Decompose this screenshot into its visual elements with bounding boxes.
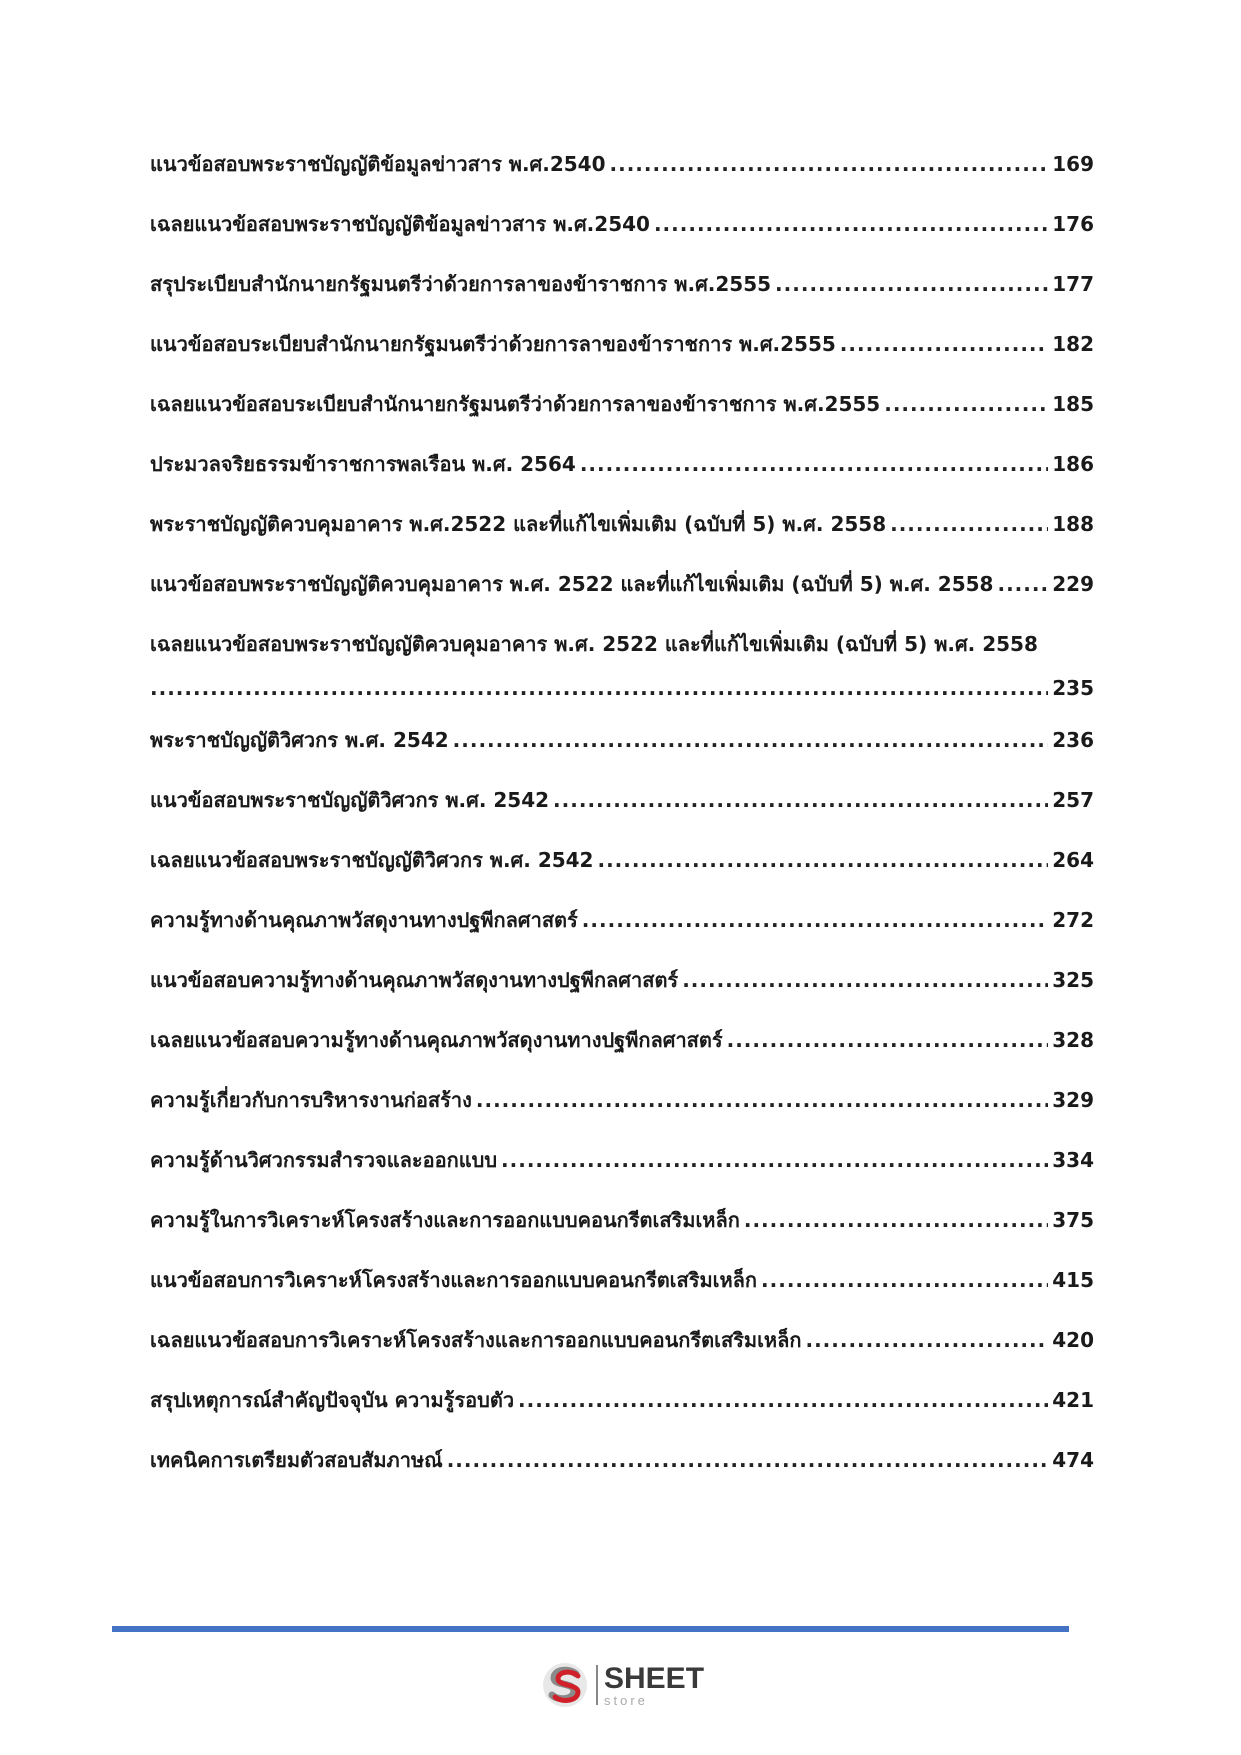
toc-entry-title: ความรู้เกี่ยวกับการบริหารงานก่อสร้าง — [150, 1088, 472, 1112]
toc-entry-page: 169 — [1052, 152, 1094, 176]
sheet-store-logo — [540, 1660, 704, 1710]
toc-entry-page: 329 — [1052, 1088, 1094, 1112]
toc-entry-title: เฉลยแนวข้อสอบพระราชบัญญัติข้อมูลข่าวสาร พ.ศ.2540 — [150, 212, 650, 236]
toc-leader-dots — [805, 1326, 1048, 1354]
toc-entry[interactable] — [150, 1266, 1094, 1294]
toc-entry-page: 185 — [1052, 392, 1094, 416]
toc-entry-title: เฉลยแนวข้อสอบพระราชบัญญัติวิศวกร พ.ศ. 2542 — [150, 848, 594, 872]
toc-entry[interactable] — [150, 210, 1094, 238]
toc-entry-page: 375 — [1052, 1208, 1094, 1232]
toc-entry-page: 328 — [1052, 1028, 1094, 1052]
toc-entry-page: 186 — [1052, 452, 1094, 476]
toc-entry-page: 176 — [1052, 212, 1094, 236]
toc-entry[interactable] — [150, 1026, 1094, 1054]
toc-leader-dots — [682, 966, 1048, 994]
toc-leader-dots — [476, 1086, 1048, 1114]
toc-entry-page: 272 — [1052, 908, 1094, 932]
toc-entry-title: เฉลยแนวข้อสอบระเบียบสำนักนายกรัฐมนตรีว่าด้วยการลาของข้าราชการ พ.ศ.2555 — [150, 392, 881, 416]
logo-text — [604, 1661, 705, 1708]
toc-leader-dots — [518, 1386, 1048, 1414]
toc-entry[interactable] — [150, 1146, 1094, 1174]
toc-entry-page: 229 — [1052, 572, 1094, 596]
toc-entry[interactable] — [150, 786, 1094, 814]
toc-entry-page: 257 — [1052, 788, 1094, 812]
toc-entry-page: 325 — [1052, 968, 1094, 992]
toc-entry[interactable] — [150, 270, 1094, 298]
toc-leader-dots — [501, 1146, 1048, 1174]
logo-subword: store — [604, 1692, 648, 1708]
toc-entry[interactable] — [150, 1386, 1094, 1414]
toc-leader-dots — [744, 1206, 1048, 1234]
toc-entry[interactable] — [150, 570, 1094, 598]
logo-word: SHEET — [604, 1661, 705, 1695]
toc-entry[interactable] — [150, 1086, 1094, 1114]
toc-entry-title: แนวข้อสอบพระราชบัญญัติวิศวกร พ.ศ. 2542 — [150, 788, 550, 812]
toc-leader-dots — [597, 846, 1048, 874]
toc-entry[interactable] — [150, 330, 1094, 358]
toc-entry[interactable] — [150, 906, 1094, 934]
toc-entry-page: 182 — [1052, 332, 1094, 356]
toc-entry-title: แนวข้อสอบพระราชบัญญัติข้อมูลข่าวสาร พ.ศ.2540 — [150, 152, 606, 176]
toc-entry[interactable] — [150, 1326, 1094, 1354]
toc-leader-dots — [654, 210, 1048, 238]
toc-entry[interactable] — [150, 630, 1094, 702]
toc-entry-title: ความรู้ในการวิเคราะห์โครงสร้างและการออกแบบคอนกรีตเสริมเหล็ก — [150, 1208, 740, 1232]
toc-entry[interactable] — [150, 1446, 1094, 1474]
sheet-store-logo-icon — [540, 1660, 590, 1710]
toc-entry-title: สรุปเหตุการณ์สำคัญปัจจุบัน ความรู้รอบตัว — [150, 1388, 515, 1412]
toc-leader-dots — [453, 726, 1049, 754]
toc-leader-dots — [727, 1026, 1049, 1054]
toc-entry[interactable] — [150, 966, 1094, 994]
toc-entry-title: พระราชบัญญัติวิศวกร พ.ศ. 2542 — [150, 728, 449, 752]
toc-leader-dots — [761, 1266, 1048, 1294]
toc-entry-page: 474 — [1052, 1448, 1094, 1472]
toc-entry[interactable] — [150, 150, 1094, 178]
toc-entry[interactable] — [150, 450, 1094, 478]
toc-leader-dots — [884, 390, 1048, 418]
toc-leader-dots — [890, 510, 1048, 538]
toc-entry-page: 177 — [1052, 272, 1094, 296]
toc-entry-title: ความรู้ด้านวิศวกรรมสำรวจและออกแบบ — [150, 1148, 498, 1172]
toc-entry-page: 420 — [1052, 1328, 1094, 1352]
toc-entry-page: 415 — [1052, 1268, 1094, 1292]
toc-leader-dots — [447, 1446, 1049, 1474]
toc-entry-title: สรุประเบียบสำนักนายกรัฐมนตรีว่าด้วยการลาของข้าราชการ พ.ศ.2555 — [150, 272, 772, 296]
toc-leader-dots — [610, 150, 1049, 178]
toc-entry-page: 188 — [1052, 512, 1094, 536]
toc-leader-dots — [840, 330, 1048, 358]
toc-entry-title: แนวข้อสอบพระราชบัญญัติควบคุมอาคาร พ.ศ. 2522 และที่แก้ไขเพิ่มเติม (ฉบับที่ 5) พ.ศ. 2558 — [150, 572, 994, 596]
toc-leader-dots — [582, 906, 1048, 934]
toc-entry-title: ความรู้ทางด้านคุณภาพวัสดุงานทางปฐพีกลศาสตร์ — [150, 908, 578, 932]
toc-leader-dots — [553, 786, 1048, 814]
toc-leader-dots — [775, 270, 1048, 298]
table-of-contents — [150, 150, 1094, 1506]
toc-entry-title: เทคนิคการเตรียมตัวสอบสัมภาษณ์ — [150, 1448, 443, 1472]
toc-entry-title: พระราชบัญญัติควบคุมอาคาร พ.ศ.2522 และที่แก้ไขเพิ่มเติม (ฉบับที่ 5) พ.ศ. 2558 — [150, 512, 887, 536]
toc-entry[interactable] — [150, 510, 1094, 538]
toc-entry-title: เฉลยแนวข้อสอบพระราชบัญญัติควบคุมอาคาร พ.ศ. 2522 และที่แก้ไขเพิ่มเติม (ฉบับที่ 5) พ.ศ. 2558 — [150, 632, 1038, 656]
toc-entry-title: แนวข้อสอบระเบียบสำนักนายกรัฐมนตรีว่าด้วยการลาของข้าราชการ พ.ศ.2555 — [150, 332, 836, 356]
toc-entry-page: 236 — [1052, 728, 1094, 752]
toc-leader-dots — [150, 674, 1048, 702]
toc-entry[interactable] — [150, 726, 1094, 754]
footer-rule — [112, 1626, 1069, 1632]
toc-entry-page: 235 — [1052, 676, 1094, 700]
toc-entry-title: เฉลยแนวข้อสอบการวิเคราะห์โครงสร้างและการออกแบบคอนกรีตเสริมเหล็ก — [150, 1328, 802, 1352]
toc-entry-title: แนวข้อสอบการวิเคราะห์โครงสร้างและการออกแบบคอนกรีตเสริมเหล็ก — [150, 1268, 758, 1292]
toc-entry[interactable] — [150, 1206, 1094, 1234]
toc-entry-page: 421 — [1052, 1388, 1094, 1412]
toc-entry-page: 334 — [1052, 1148, 1094, 1172]
toc-entry-title: ประมวลจริยธรรมข้าราชการพลเรือน พ.ศ. 2564 — [150, 452, 576, 476]
toc-leader-dots — [997, 570, 1048, 598]
toc-entry[interactable] — [150, 390, 1094, 418]
toc-entry-continuation — [150, 674, 1094, 702]
toc-entry-title: เฉลยแนวข้อสอบความรู้ทางด้านคุณภาพวัสดุงานทางปฐพีกลศาสตร์ — [150, 1028, 723, 1052]
toc-entry[interactable] — [150, 846, 1094, 874]
toc-entry-title: แนวข้อสอบความรู้ทางด้านคุณภาพวัสดุงานทางปฐพีกลศาสตร์ — [150, 968, 679, 992]
toc-leader-dots — [580, 450, 1048, 478]
logo-separator — [596, 1665, 598, 1705]
toc-entry-page: 264 — [1052, 848, 1094, 872]
